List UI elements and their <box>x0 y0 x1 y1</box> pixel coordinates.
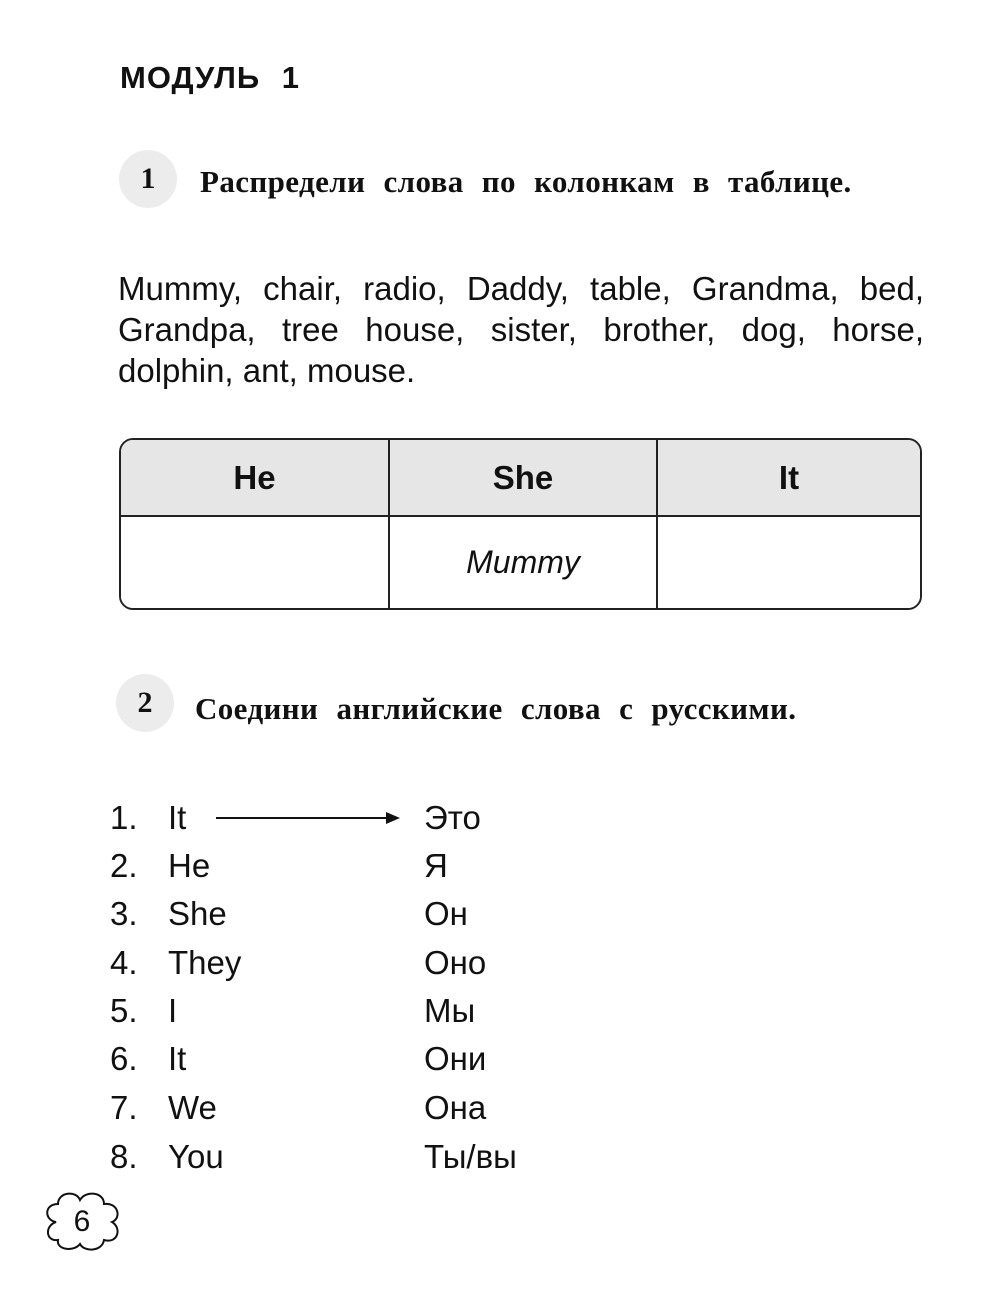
table-cell-he[interactable] <box>121 517 390 608</box>
match-number: 3. <box>110 895 138 932</box>
match-number: 2. <box>110 847 138 884</box>
task-1-heading: Распредели слова по колонкам в таблице. <box>200 164 852 199</box>
task-1-number: 1 <box>140 162 156 195</box>
match-russian-word[interactable]: Я <box>424 847 448 884</box>
match-english-word[interactable]: I <box>168 992 178 1029</box>
match-russian-word[interactable]: Это <box>424 799 481 836</box>
table-cell-she[interactable]: Mummy <box>390 517 658 608</box>
match-russian-word[interactable]: Они <box>424 1040 487 1077</box>
match-english-word[interactable]: We <box>168 1089 217 1126</box>
task-2-badge <box>116 674 174 732</box>
example-arrow-icon <box>214 808 404 828</box>
task-1-word-list: Mummy, chair, radio, Daddy, table, Grandma, bed, Grandpa, tree house, sister, brother, dog, horse, dolphin, ant, mouse. <box>118 270 924 389</box>
match-number: 8. <box>110 1138 138 1175</box>
page-number: 6 <box>73 1205 91 1238</box>
table-header-she: She <box>390 440 658 517</box>
match-english-word[interactable]: It <box>168 1040 187 1077</box>
match-english-word[interactable]: She <box>168 895 227 932</box>
match-number: 6. <box>110 1040 138 1077</box>
match-english-word[interactable]: It <box>168 799 187 836</box>
match-english-word[interactable]: You <box>168 1138 224 1175</box>
match-russian-word[interactable]: Мы <box>424 992 476 1029</box>
module-title: МОДУЛЬ 1 <box>120 60 300 95</box>
match-number: 1. <box>110 799 138 836</box>
match-russian-word[interactable]: Она <box>424 1089 487 1126</box>
task-1-badge <box>119 150 177 208</box>
table-cell-it[interactable] <box>658 517 920 608</box>
match-number: 5. <box>110 992 138 1029</box>
task-2-heading: Соедини английские слова с русскими. <box>195 691 797 726</box>
sort-table <box>119 438 922 610</box>
match-number: 4. <box>110 944 138 981</box>
match-russian-word[interactable]: Он <box>424 895 468 932</box>
match-number: 7. <box>110 1089 138 1126</box>
match-english-word[interactable]: He <box>168 847 211 884</box>
match-russian-word[interactable]: Ты/вы <box>424 1138 517 1175</box>
match-russian-word[interactable]: Оно <box>424 944 487 981</box>
match-english-word[interactable]: They <box>168 944 242 981</box>
task-2-number: 2 <box>137 686 153 719</box>
table-header-it: It <box>658 440 920 517</box>
table-header-he: He <box>121 440 390 517</box>
